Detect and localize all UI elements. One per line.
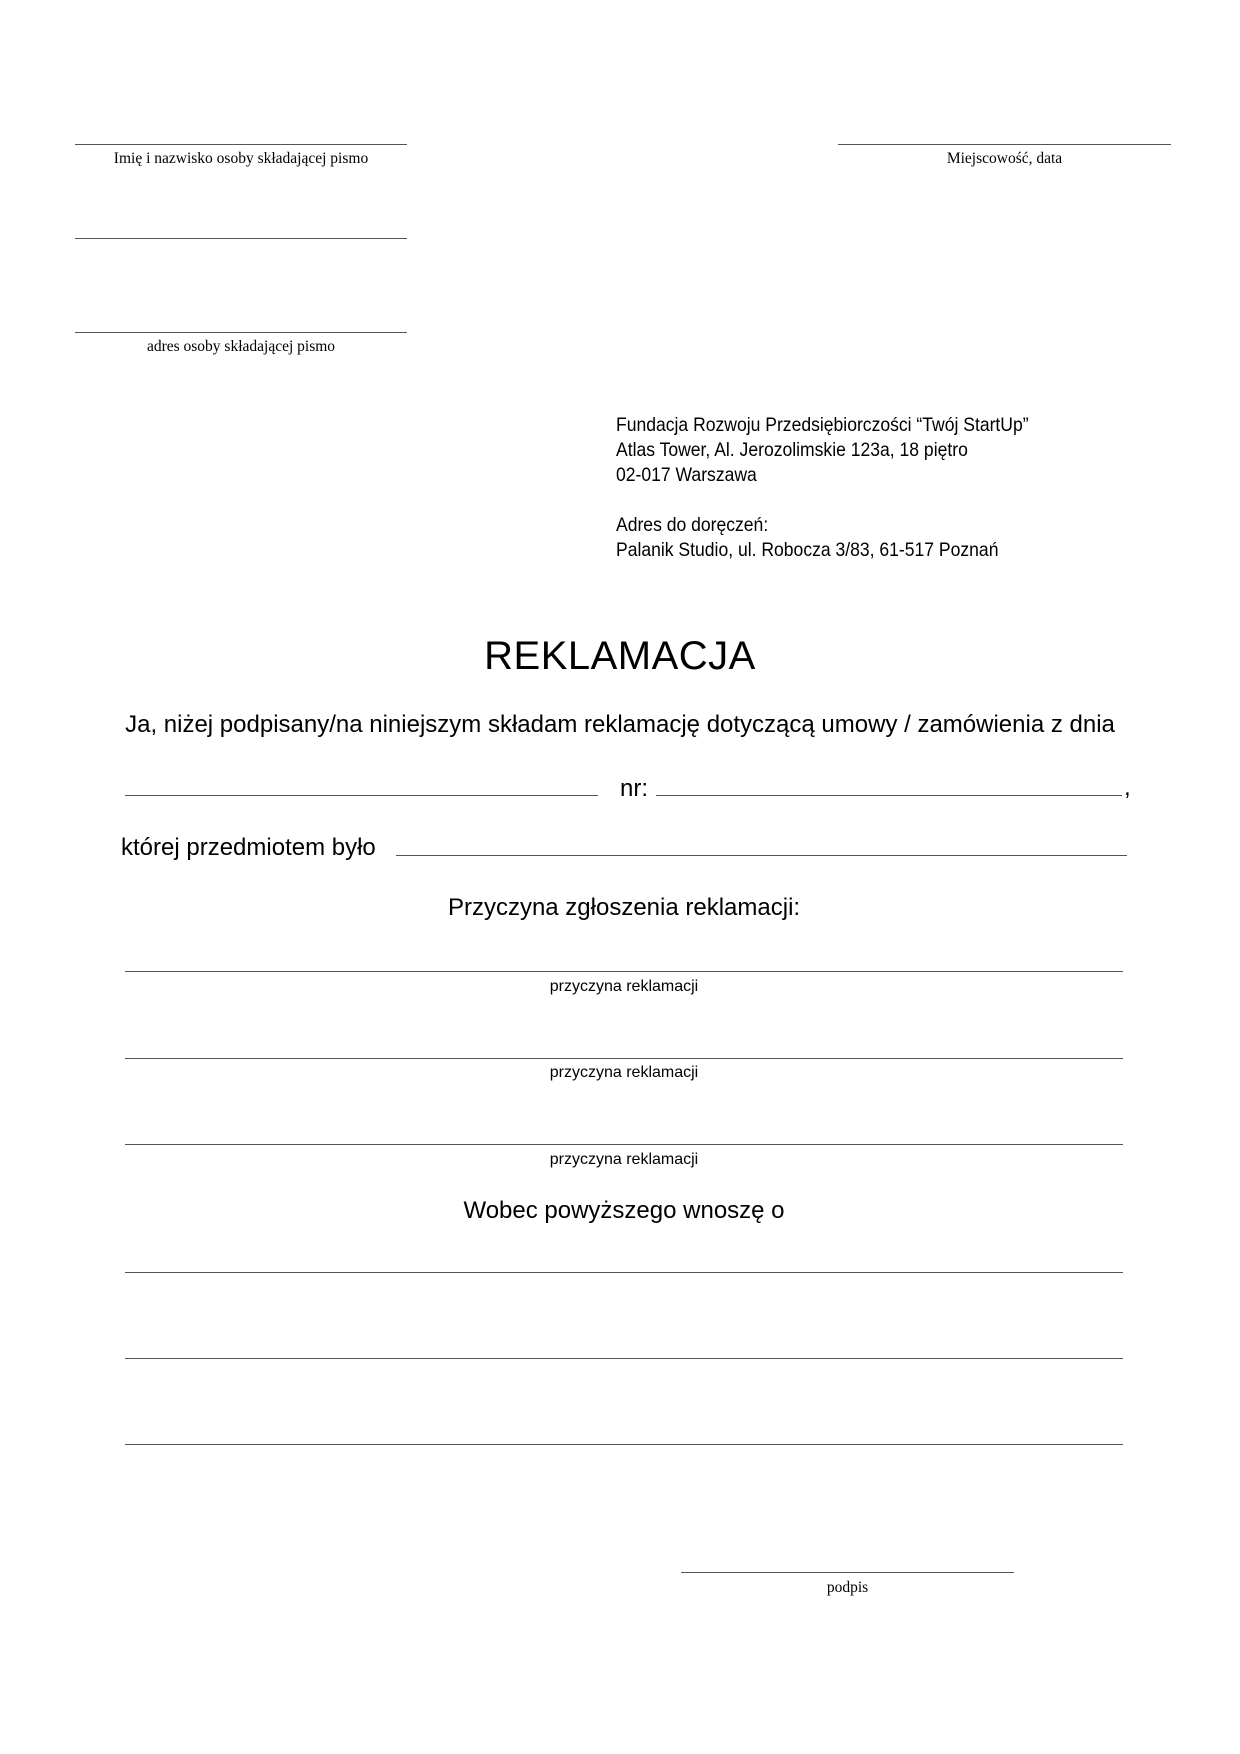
sender-name-caption: Imię i nazwisko osoby składającej pismo bbox=[113, 150, 369, 167]
subject-label: której przedmiotem było bbox=[121, 834, 376, 861]
place-date-caption: Miejscowość, data bbox=[946, 150, 1063, 167]
signature-line[interactable] bbox=[681, 1572, 1014, 1573]
reason-line-3[interactable] bbox=[125, 1144, 1123, 1145]
intro-text: Ja, niżej podpisany/na niniejszym składam reklamację dotyczącą umowy / zamówienia z dnia bbox=[125, 711, 1115, 738]
request-line-3[interactable] bbox=[125, 1444, 1123, 1445]
order-number-line[interactable] bbox=[656, 795, 1122, 796]
delivery-address: Palanik Studio, ul. Robocza 3/83, 61-517 Poznań bbox=[616, 539, 999, 561]
reason-caption-3: przyczyna reklamacji bbox=[549, 1151, 699, 1168]
nr-comma: , bbox=[1124, 774, 1131, 801]
reason-caption-2: przyczyna reklamacji bbox=[549, 1064, 699, 1081]
request-line-2[interactable] bbox=[125, 1358, 1123, 1359]
subject-line[interactable] bbox=[396, 855, 1127, 856]
sender-address-caption: adres osoby składającej pismo bbox=[146, 338, 336, 355]
reason-line-1[interactable] bbox=[125, 971, 1123, 972]
reason-line-2[interactable] bbox=[125, 1058, 1123, 1059]
recipient-city: 02-017 Warszawa bbox=[616, 464, 757, 486]
order-date-line[interactable] bbox=[125, 795, 598, 796]
nr-label: nr: bbox=[620, 775, 649, 802]
page-title: REKLAMACJA bbox=[484, 634, 756, 678]
recipient-name: Fundacja Rozwoju Przedsiębiorczości “Twój StartUp” bbox=[616, 414, 1029, 436]
sender-name-line[interactable] bbox=[75, 144, 407, 145]
request-line-1[interactable] bbox=[125, 1272, 1123, 1273]
request-heading: Wobec powyższego wnoszę o bbox=[463, 1197, 785, 1224]
sender-address-line-1[interactable] bbox=[75, 238, 407, 239]
reason-heading: Przyczyna zgłoszenia reklamacji: bbox=[447, 894, 801, 921]
place-date-line[interactable] bbox=[838, 144, 1171, 145]
signature-caption: podpis bbox=[826, 1579, 869, 1596]
sender-address-line-2[interactable] bbox=[75, 332, 407, 333]
reason-caption-1: przyczyna reklamacji bbox=[549, 978, 699, 995]
recipient-street: Atlas Tower, Al. Jerozolimskie 123a, 18 piętro bbox=[616, 439, 968, 461]
delivery-label: Adres do doręczeń: bbox=[616, 514, 769, 536]
